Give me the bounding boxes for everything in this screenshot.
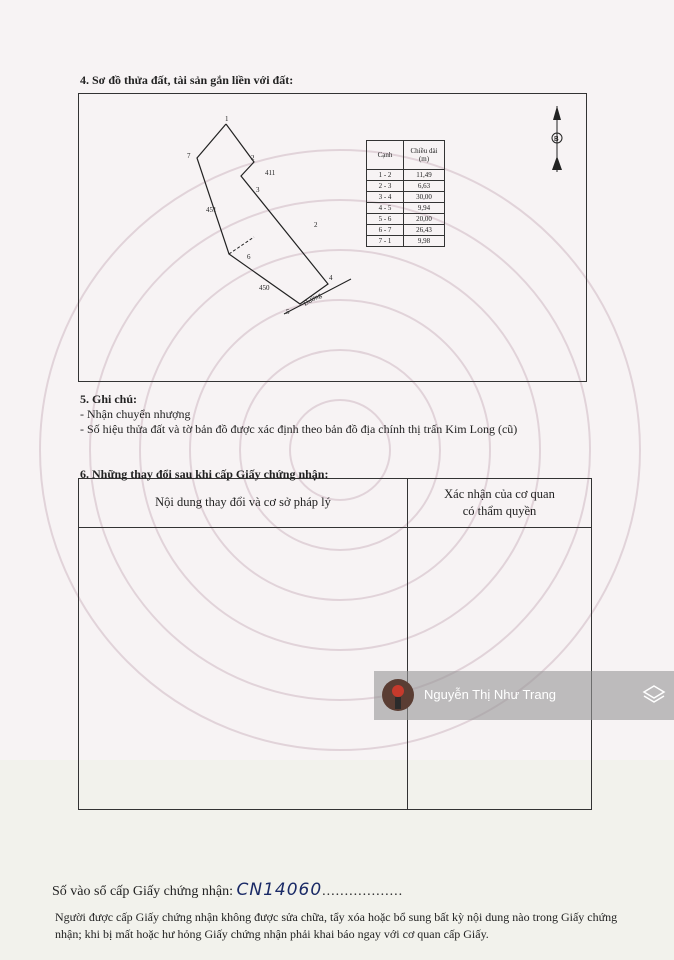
watermark-banner xyxy=(374,671,674,720)
point-label-7: 7 xyxy=(187,152,191,160)
section-4-title: 4. Sơ đồ thửa đất, tài sản gắn liền với đất: xyxy=(80,73,294,87)
watermark-name: Nguyễn Thị Như Trang xyxy=(424,687,557,702)
north-arrow-icon xyxy=(552,106,562,172)
parcel-label-411: 411 xyxy=(265,169,276,177)
table-row: 6 - 7 26,43 xyxy=(367,225,445,236)
point-label-6: 6 xyxy=(247,253,251,261)
section-5-title: 5. Ghi chú: xyxy=(80,392,138,406)
point-label-2: 2 xyxy=(251,154,255,162)
col-header-authority-line-2: có thẩm quyền xyxy=(462,504,537,518)
section-6-title: 6. Những thay đổi sau khi cấp Giấy chứng nhận: xyxy=(80,467,329,481)
changes-table xyxy=(78,478,592,810)
note-line-2: - Số hiệu thửa đất và tờ bản đồ được xác định theo bản đồ địa chính thị trấn Kim Long (cũ) xyxy=(80,422,518,436)
column-divider xyxy=(407,479,408,809)
land-plot-map xyxy=(78,93,587,382)
col-header-length: Chiều dài (m) xyxy=(404,141,445,170)
registration-number: CN14060 xyxy=(236,880,323,900)
avatar xyxy=(382,679,414,711)
point-label-5: 5 xyxy=(286,308,290,316)
header-divider xyxy=(79,527,591,528)
plot-diagram xyxy=(79,94,586,381)
road-label: Đường xyxy=(302,291,323,308)
table-row: 4 - 5 9,94 xyxy=(367,203,445,214)
parcel-label-450: 450 xyxy=(259,284,270,292)
dashed-boundary xyxy=(229,237,254,254)
footer-note: Người được cấp Giấy chứng nhận không được sửa chữa, tẩy xóa hoặc bổ sung bất kỳ nội dung nào trong Giấy chứng nhận; khi bị mất hoặc hư hỏng Giấy chứng nhận phải khai báo ngay với cơ quan cấp Giấy. xyxy=(55,910,618,941)
table-row: 2 - 3 6,63 xyxy=(367,181,445,192)
col-header-edge: Cạnh xyxy=(367,141,404,170)
point-label-4: 4 xyxy=(329,274,333,282)
table-row: 1 - 2 11,49 xyxy=(367,170,445,181)
note-line-1: - Nhận chuyển nhượng xyxy=(80,407,191,421)
point-label-3: 3 xyxy=(256,186,260,194)
col-header-authority-line-1: Xác nhận của cơ quan xyxy=(444,487,555,501)
table-row: 5 - 6 20,00 xyxy=(367,214,445,225)
north-letter: B xyxy=(554,136,559,143)
table-row: 7 - 1 9,98 xyxy=(367,236,445,247)
layers-icon xyxy=(642,683,666,707)
registration-line: Số vào sổ cấp Giấy chứng nhận: CN14060.................. xyxy=(52,880,404,900)
parcel-label-451: 451 xyxy=(206,206,217,214)
table-row: 3 - 4 30,00 xyxy=(367,192,445,203)
parcel-boundary xyxy=(197,124,328,304)
registration-label: Số vào sổ cấp Giấy chứng nhận: xyxy=(52,884,233,899)
col-header-change-content: Nội dung thay đổi và cơ sở pháp lý xyxy=(155,495,331,509)
parcel-label-2: 2 xyxy=(314,221,318,229)
edge-length-table xyxy=(366,140,445,247)
point-label-1: 1 xyxy=(225,115,229,123)
